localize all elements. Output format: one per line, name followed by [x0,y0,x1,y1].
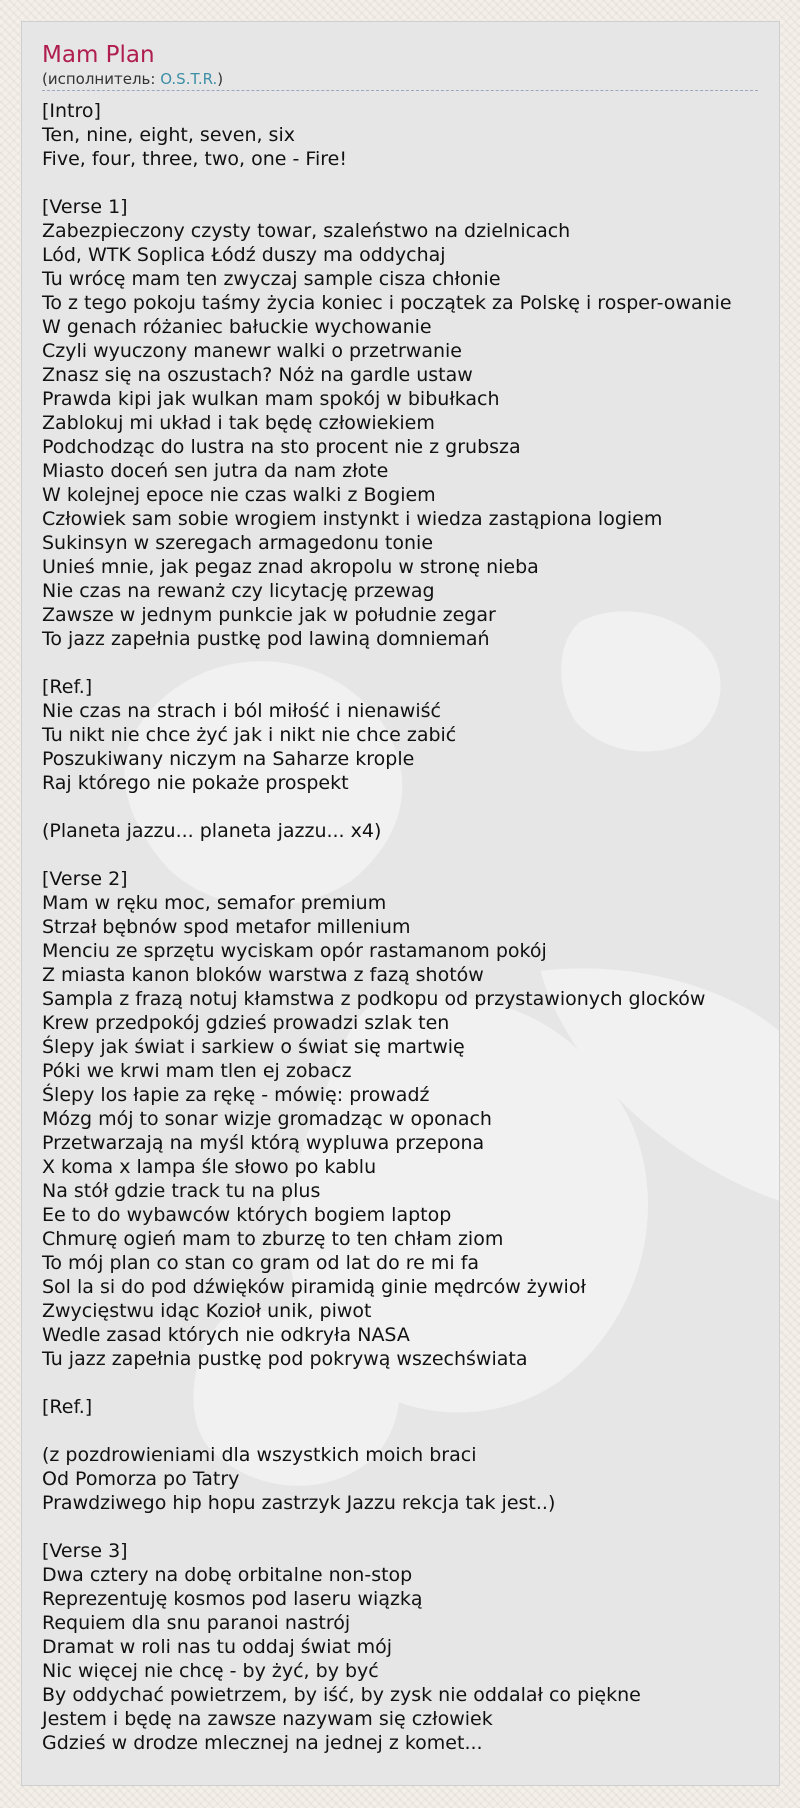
lyrics-line: Mam w ręku moc, semafor premium [42,892,387,914]
lyrics-text [42,99,759,1755]
lyrics-line: Ten, nine, eight, seven, six [42,124,295,146]
lyrics-line: Raj którego nie pokaże prospekt [42,772,349,794]
lyrics-line: Podchodząc do lustra na sto procent nie z grubsza [42,436,521,458]
lyrics-line: Zablokuj mi układ i tak będę człowiekiem [42,412,435,434]
lyrics-line [42,651,759,675]
lyrics-line: Five, four, three, two, one - Fire! [42,148,347,170]
lyrics-line: Menciu ze sprzętu wyciskam opór rastamanom pokój [42,940,547,962]
lyrics-line [42,1419,759,1443]
lyrics-line [42,1515,759,1539]
lyrics-line: [Verse 3] [42,1540,128,1562]
lyrics-line: Na stół gdzie track tu na plus [42,1180,321,1202]
performer-suffix: ) [217,70,224,88]
lyrics-line: Czyli wyuczony manewr walki o przetrwanie [42,340,462,362]
performer-link[interactable]: O.S.T.R. [160,70,218,88]
lyrics-line: Nic więcej nie chcę - by żyć, by być [42,1660,379,1682]
lyrics-line: (Planeta jazzu... planeta jazzu... x4) [42,820,382,842]
lyrics-line: Od Pomorza po Tatry [42,1468,240,1490]
lyrics-line: Wedle zasad których nie odkryła NASA [42,1324,410,1346]
lyrics-line: Przetwarzają na myśl którą wypluwa przepona [42,1132,485,1154]
lyrics-line [42,843,759,867]
lyrics-line: Sukinsyn w szeregach armagedonu tonie [42,532,434,554]
lyrics-card [21,21,780,1786]
lyrics-line: Tu wrócę mam ten zwyczaj sample cisza chłonie [42,268,501,290]
lyrics-line: Nie czas na rewanż czy licytację przewag [42,580,435,602]
lyrics-line: Ślepy los łapie za rękę - mówię: prowadź [42,1084,430,1106]
lyrics-line: Dwa cztery na dobę orbitalne non-stop [42,1564,413,1586]
lyrics-line: To jazz zapełnia pustkę pod lawiną domniemań [42,628,490,650]
lyrics-line [42,1371,759,1395]
lyrics-line: Znasz się na oszustach? Nóż na gardle ustaw [42,364,473,386]
lyrics-line: Ślepy jak świat i sarkiew o świat się martwię [42,1036,465,1058]
lyrics-line: Tu nikt nie chce żyć jak i nikt nie chce zabić [42,724,457,746]
lyrics-line: Requiem dla snu paranoi nastrój [42,1612,351,1634]
lyrics-line [42,171,759,195]
lyrics-line: Nie czas na strach i ból miłość i nienawiść [42,700,441,722]
lyrics-line: Prawda kipi jak wulkan mam spokój w bibułkach [42,388,500,410]
lyrics-line: By oddychać powietrzem, by iść, by zysk nie oddalał co piękne [42,1684,641,1706]
lyrics-line: Poszukiwany niczym na Saharze krople [42,748,415,770]
lyrics-line: Zawsze w jednym punkcie jak w południe zegar [42,604,496,626]
lyrics-line: Chmurę ogień mam to zburzę to ten chłam ziom [42,1228,504,1250]
lyrics-line: Człowiek sam sobie wrogiem instynkt i wiedza zastąpiona logiem [42,508,663,530]
lyrics-line: W kolejnej epoce nie czas walki z Bogiem [42,484,436,506]
lyrics-line: (z pozdrowieniami dla wszystkich moich braci [42,1444,477,1466]
song-title: Mam Plan [42,42,155,68]
lyrics-line: Zwycięstwu idąc Kozioł unik, piwot [42,1300,372,1322]
lyrics-line: Krew przedpokój gdzieś prowadzi szlak ten [42,1012,450,1034]
lyrics-line: [Ref.] [42,1396,93,1418]
lyrics-line: [Intro] [42,100,101,122]
lyrics-line: To z tego pokoju taśmy życia koniec i początek za Polskę i rosper-owanie [42,292,732,314]
lyrics-line: [Verse 1] [42,196,128,218]
lyrics-line: Tu jazz zapełnia pustkę pod pokrywą wszechświata [42,1348,528,1370]
lyrics-line: Z miasta kanon bloków warstwa z fazą shotów [42,964,484,986]
lyrics-line: Póki we krwi mam tlen ej zobacz [42,1060,352,1082]
performer-line [42,70,758,91]
lyrics-line: Miasto doceń sen jutra da nam złote [42,460,389,482]
lyrics-line: Reprezentuję kosmos pod laseru wiązką [42,1588,423,1610]
lyrics-line: Prawdziwego hip hopu zastrzyk Jazzu rekcja tak jest..) [42,1492,556,1514]
performer-prefix: (исполнитель: [42,70,161,88]
lyrics-line: Unieś mnie, jak pegaz znad akropolu w stronę nieba [42,556,539,578]
lyrics-line [42,795,759,819]
lyrics-line: Gdzieś w drodze mlecznej na jednej z komet... [42,1732,483,1754]
lyrics-line: Ee to do wybawców których bogiem laptop [42,1204,452,1226]
lyrics-line: Sampla z frazą notuj kłamstwa z podkopu od przystawionych glocków [42,988,706,1010]
lyrics-line: [Ref.] [42,676,93,698]
lyrics-line: X koma x lampa śle słowo po kablu [42,1156,377,1178]
lyrics-line: Lód, WTK Soplica Łódź duszy ma oddychaj [42,244,446,266]
lyrics-line: Sol la si do pod dźwięków piramidą ginie mędrców żywioł [42,1276,586,1298]
lyrics-line: W genach różaniec bałuckie wychowanie [42,316,432,338]
lyrics-line: Mózg mój to sonar wizje gromadząc w oponach [42,1108,492,1130]
lyrics-content [42,40,759,1755]
lyrics-line: Zabezpieczony czysty towar, szaleństwo na dzielnicach [42,220,571,242]
lyrics-line: To mój plan co stan co gram od lat do re mi fa [42,1252,480,1274]
lyrics-line: Strzał bębnów spod metafor millenium [42,916,411,938]
lyrics-line: [Verse 2] [42,868,128,890]
lyrics-line: Dramat w roli nas tu oddaj świat mój [42,1636,393,1658]
lyrics-line: Jestem i będę na zawsze nazywam się człowiek [42,1708,493,1730]
